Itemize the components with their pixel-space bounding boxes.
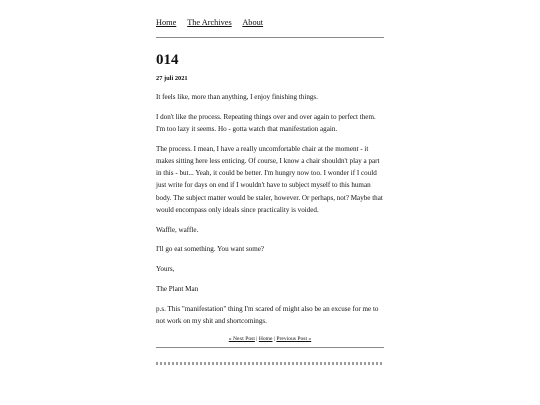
post-paragraph: It feels like, more than anything, I enjoy finishing things.: [156, 93, 318, 101]
post-paragraph: I don't like the process. Repeating things over and over again to perfect them. I'm too lazy it seems. Ho - gotta watch that manifestation again.: [156, 112, 376, 133]
post-paragraph: Waffle, waffle.: [156, 225, 199, 234]
post-body: [156, 91, 384, 327]
pager-separator: |: [272, 336, 277, 343]
nav-about-link[interactable]: About: [242, 18, 264, 27]
pager-separator: |: [254, 336, 259, 343]
footer-cutoff-text: [156, 362, 384, 365]
post-paragraph: I'll go eat something. You want some?: [156, 245, 265, 254]
post-postscript: p.s. This "manifestation" thing I'm scared of might also be an excuse for me to not work on my shit and shortcomings.: [156, 304, 379, 325]
header-divider: [156, 37, 384, 38]
post-signoff: Yours,: [156, 265, 175, 274]
top-nav: [156, 18, 384, 28]
post-pagination: [156, 335, 384, 343]
post-signature: The Plant Man: [156, 285, 199, 293]
previous-post-link[interactable]: Previous Post »: [276, 336, 312, 343]
pager-home-link[interactable]: Home: [258, 336, 273, 343]
post-title: 014: [156, 52, 179, 68]
nav-archives-link[interactable]: The Archives: [187, 18, 232, 27]
page-content: [156, 0, 384, 365]
next-post-link[interactable]: « Next Post: [228, 336, 255, 343]
footer-divider: [156, 347, 384, 348]
post-paragraph: The process. I mean, I have a really uncomfortable chair at the moment - it makes sitting here less enticing. Of course, I know a chair shouldn't play a part in this - but... Yeah, it could be better. I'm hungry now too. I wonder if I could just write for days on end if I wouldn't have to subject myself to this human body. The subject matter would be staler, however. Or perhaps, not? Maybe that would encompass only ideals since practicality is voided.: [156, 144, 383, 214]
post-date: 27 juli 2021: [156, 75, 188, 82]
nav-home-link[interactable]: Home: [156, 18, 177, 27]
